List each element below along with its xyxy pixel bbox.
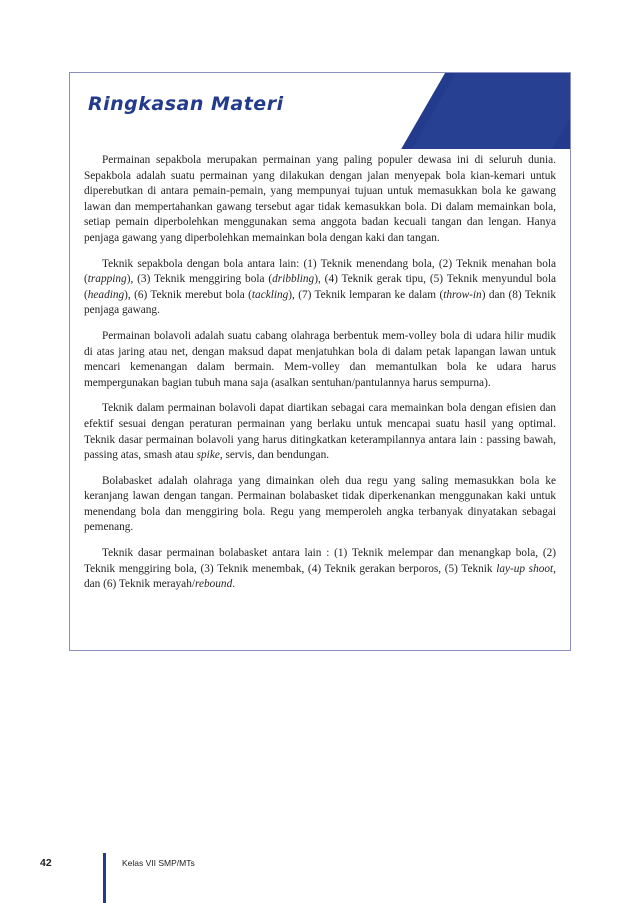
text-run: Teknik dalam permainan bolavoli dapat diartikan sebagai cara memainkan bola dengan efisien dan efektif sesuai dengan peraturan permainan yang berlaku untuk mencapai suatu hasil yang optimal. Teknik dasar permainan bolavoli yang harus ditingkatkan keterampilannya antara lain : passing bawah, passing atas, smash atau — [84, 402, 556, 462]
italic-term: lay-up shoot — [496, 562, 554, 575]
footer-divider — [103, 853, 106, 903]
italic-term: throw-in — [443, 288, 482, 301]
text-run: , servis, dan bendungan. — [219, 449, 330, 462]
italic-term: rebound — [195, 578, 233, 591]
italic-term: spike — [196, 449, 220, 462]
italic-term: dribbling — [272, 273, 315, 286]
summary-paragraph — [84, 401, 556, 463]
text-run: , dan (6) Teknik merayah/ — [84, 562, 556, 591]
text-run: Bolabasket adalah olahraga yang dimainkan oleh dua regu yang saling memasukkan bola ke keranjang lawan dengan tangan. Permainan bolabasket tidak diperkenankan menggunakan kaki untuk menendang bola dan menggiring bola. Regu yang memperoleh angka terbanyak dinyatakan sebagai pemenang. — [84, 474, 556, 534]
text-run: ) dan (8) Teknik penjaga gawang. — [84, 288, 556, 317]
summary-body — [84, 153, 556, 603]
summary-paragraph — [84, 153, 556, 247]
summary-paragraph — [84, 546, 556, 593]
italic-term: trapping — [87, 273, 127, 286]
summary-title: Ringkasan Materi — [88, 93, 284, 115]
text-run: . — [232, 578, 236, 591]
italic-term: tackling — [251, 288, 289, 301]
text-run: Permainan sepakbola merupakan permainan yang paling populer dewasa ini di seluruh dunia. Sepakbola adalah suatu permainan yang dilakukan dengan jalan menyepak bola kian-kemari untuk diperebutkan di antara pemain-pemain, yang mempunyai tujuan untuk memasukkan bola ke gawang lawan dan mempertahankan gawang tersebut agar tidak kemasukkan bola. Di dalam memainkan bola, setiap pemain diperbolehkan menggunakan sema anggota badan kecuali tangan dan lengan. Hanya penjaga gawang yang diperbolehkan memainkan bola dengan kaki dan tangan. — [84, 154, 556, 244]
text-run: ), (6) Teknik merebut bola ( — [124, 288, 252, 301]
page-number: 42 — [40, 857, 52, 869]
text-run: Teknik dasar permainan bolabasket antara lain : (1) Teknik melempar dan menangkap bola, (2) Teknik menggiring bola, (3) Teknik menembak, (4) Teknik gerakan berporos, (5) Teknik — [84, 547, 556, 575]
summary-paragraph — [84, 474, 556, 536]
text-run: ), (4) Teknik gerak tipu, (5) Teknik menyundul bola ( — [84, 273, 556, 301]
summary-box — [69, 72, 571, 651]
text-run: ), (3) Teknik menggiring bola ( — [126, 273, 273, 286]
italic-term: heading — [87, 288, 125, 301]
text-run: Permainan bolavoli adalah suatu cabang olahraga berbentuk mem-volley bola di udara hilir mudik di atas jaring atau net, dengan maksud dapat menjatuhkan bola di dalam petak lapangan lawan untuk mencari kemenangan dalam bermain. Mem-volley dan memantulkan bola ke udara harus mempergunakan bagian tubuh mana saja (asalkan sentuhan/pantulannya harus sempurna). — [84, 329, 556, 389]
summary-paragraph — [84, 257, 556, 319]
text-run: Teknik sepakbola dengan bola antara lain: (1) Teknik menendang bola, (2) Teknik menahan bola ( — [84, 257, 556, 286]
footer-book-label: Kelas VII SMP/MTs — [122, 858, 195, 868]
summary-paragraph — [84, 329, 556, 391]
text-run: ), (7) Teknik lemparan ke dalam ( — [288, 288, 444, 301]
